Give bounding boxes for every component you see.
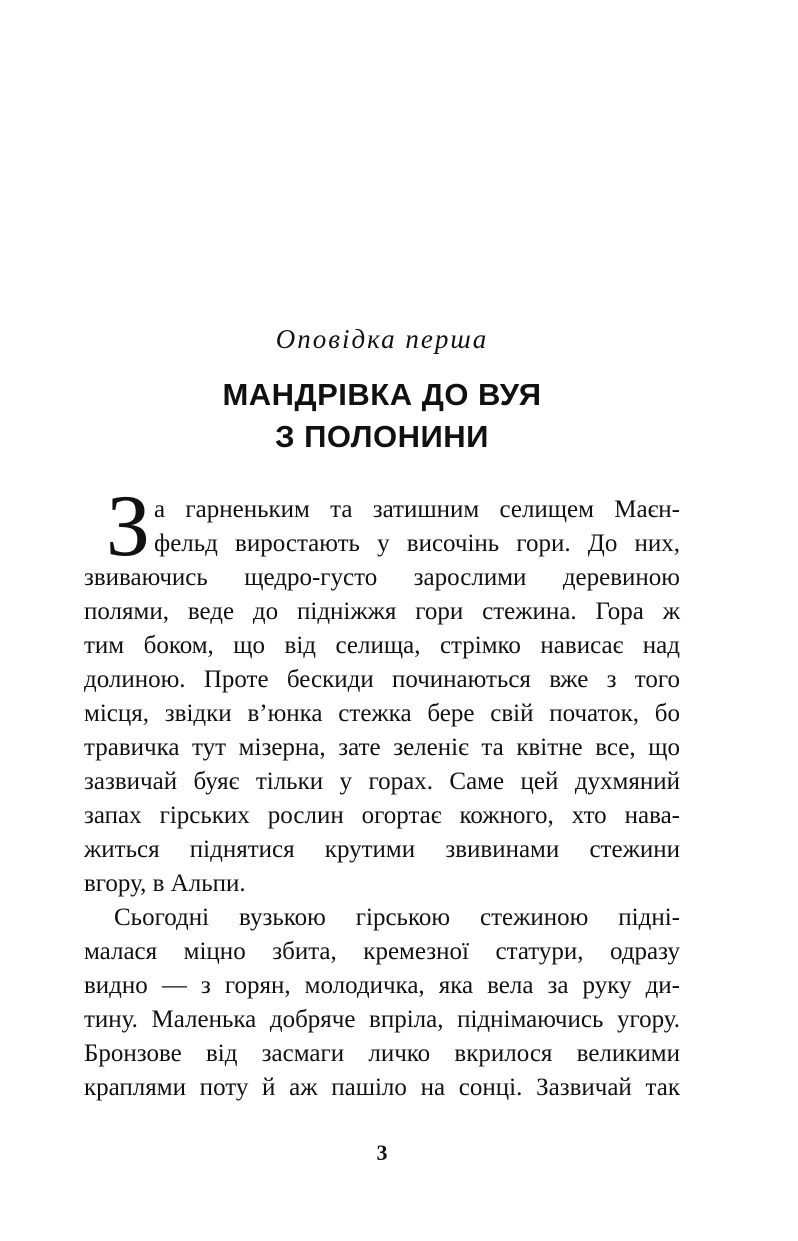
text-line: звиваючись щедро-густо зарослими деревиною [84,564,680,591]
text-line: малася міцно збита, кремезної статури, одразу [84,938,680,965]
text-line: тим боком, що від селища, стрімко нависає над [84,632,680,659]
text-line: фельд виростають у височінь гори. До них, [154,530,680,557]
text-line: житься піднятися крутими звивинами стежини [84,836,680,863]
text-line: травичка тут мізерна, зате зеленіє та квітне все, що [84,734,680,761]
chapter-title-line: З ПОЛОНИНИ [275,419,489,454]
chapter-subtitle: Оповідка перша [275,324,489,354]
body-text [84,478,680,1105]
drop-cap: З [106,478,151,575]
text-line: долиною. Проте бескиди починаються вже з того [84,666,680,693]
text-line: полями, веде до підніжжя гори стежина. Гора ж [84,598,680,625]
text-line: а гарненьким та затишним селищем Маєн- [154,496,680,523]
text-line: тину. Маленька добряче впріла, піднімаючись угору. [84,1006,680,1033]
text-line: зазвичай буяє тільки у горах. Саме цей духмяний [84,768,680,795]
chapter-title [0,374,764,458]
text-line: видно — з горян, молодичка, яка вела за руку ди- [84,972,680,999]
text-line: краплями поту й аж пашіло на сонці. Зазвичай так [84,1074,680,1101]
text-line: запах гірських рослин огортає кожного, хто нава- [84,802,680,829]
chapter-title-line: МАНДРІВКА ДО ВУЯ [222,377,542,412]
page-number: 3 [376,1140,388,1165]
text-line: вгору, в Альпи. [84,870,246,897]
text-line: Бронзове від засмаги личко вкрилося великими [84,1040,680,1067]
text-line: місця, звідки в’юнка стежка бере свій початок, бо [84,700,680,727]
text-line: Сьогодні вузькою гірською стежиною підні- [114,904,680,931]
